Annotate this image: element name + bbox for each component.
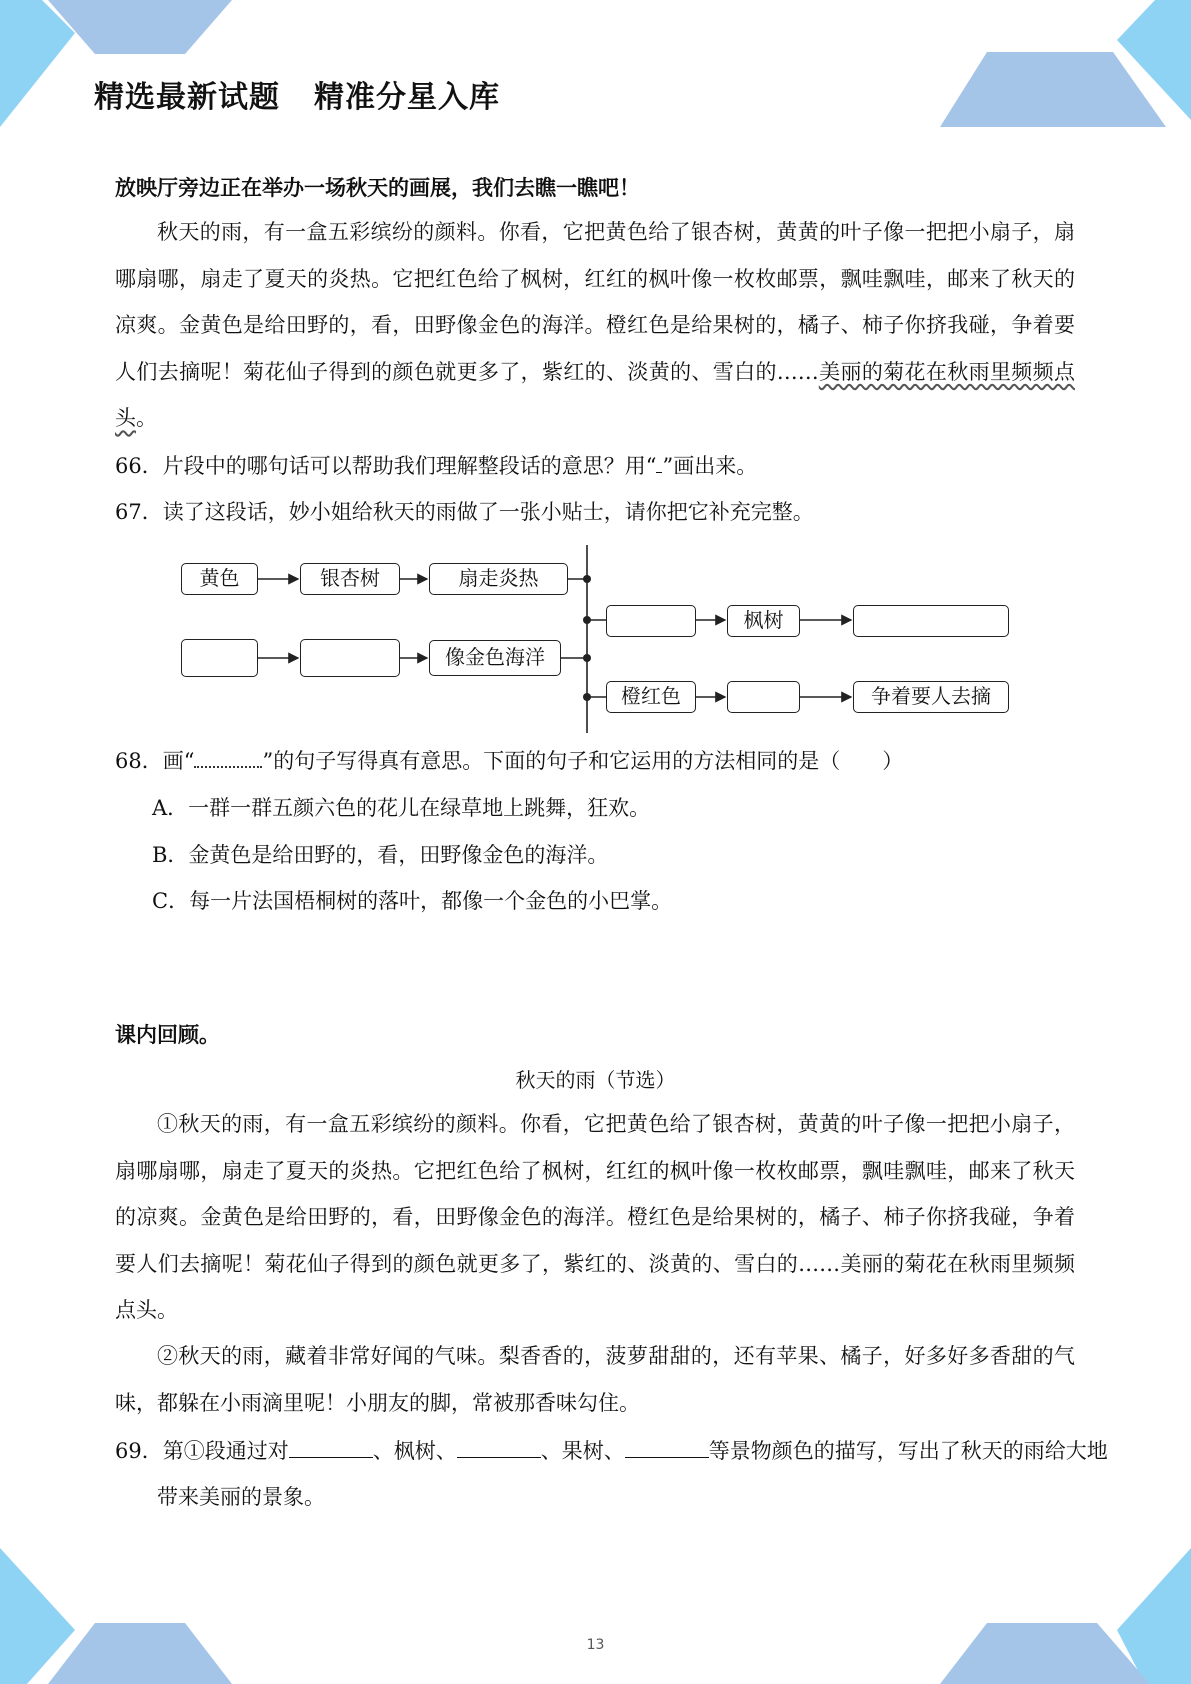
wavy-underlined-sentence: 美丽的菊花在秋雨里频频点头 [115, 359, 1075, 430]
top-right-trapezoid [940, 52, 1166, 127]
passage-title: 秋天的雨（节选） [515, 1068, 676, 1092]
diagram-box-ginkgo: 银杏树 [300, 563, 400, 595]
header-title [94, 72, 500, 116]
q69-blank-3[interactable] [625, 1433, 709, 1458]
question-69 [115, 1428, 1122, 1520]
question-67: 67．读了这段话，妙小姐给秋天的雨做了一张小贴士，请你把它补充完整。 [115, 500, 814, 524]
wavy-line-mark-icon [194, 746, 262, 768]
diagram-box-orange-red: 橙红色 [606, 681, 696, 713]
diagram-box-maple: 枫树 [727, 605, 800, 637]
diagram-blank-field[interactable] [300, 639, 400, 677]
diagram-box-yellow: 黄色 [181, 563, 258, 595]
diagram-box-picking: 争着要人去摘 [853, 681, 1009, 713]
question-66 [115, 443, 1080, 489]
top-left-trapezoid [48, 0, 232, 54]
diagram-box-drive-heat: 扇走炎热 [429, 563, 568, 595]
question-68 [115, 738, 1080, 784]
passage-end: 。 [136, 406, 157, 430]
section2-paragraph-2: ②秋天的雨，藏着非常好闻的气味。梨香香的，菠萝甜甜的，还有苹果、橘子，好多好多香甜的气味，都躲在小雨滴里呢！小朋友的脚，常被那香味勾住。 [115, 1344, 1075, 1415]
q69-blank-1[interactable] [289, 1433, 373, 1458]
diagram-blank-maple-effect[interactable] [853, 605, 1009, 637]
option-b[interactable]: B．金黄色是给田野的，看，田野像金色的海洋。 [152, 843, 609, 867]
q69-part-a: 69．第①段通过对 [115, 1439, 289, 1463]
bottom-left-trapezoid [48, 1623, 232, 1684]
section2-paragraph-1: ①秋天的雨，有一盒五彩缤纷的颜料。你看，它把黄色给了银杏树，黄黄的叶子像一把把小扇子，扇哪扇哪，扇走了夏天的炎热。它把红色给了枫树，红红的枫叶像一枚枚邮票，飘哇飘哇，邮来了秋天的凉爽。金黄色是给田野的，看，田野像金色的海洋。橙红色是给果树的，橘子、柿子你挤我碰，争着要人们去摘呢！菊花仙子得到的颜色就更多了，紫红的、淡黄的、雪白的……美丽的菊花在秋雨里频频点头。 [115, 1112, 1075, 1322]
page-number: 13 [586, 1637, 605, 1653]
q66-suffix: ”画出来。 [662, 454, 758, 478]
q69-part-d: 等景物颜色的描写，写出了秋天的雨给大地带来美丽的景象。 [157, 1439, 1108, 1509]
q66-prefix: 66．片段中的哪句话可以帮助我们理解整段话的意思？用“ [115, 454, 657, 478]
option-c[interactable]: C．每一片法国梧桐树的落叶，都像一个金色的小巴掌。 [152, 889, 673, 913]
q68-suffix: ”的句子写得真有意思。下面的句子和它运用的方法相同的是（ ） [262, 749, 904, 773]
section1-passage [115, 209, 1075, 442]
diagram-blank-color[interactable] [606, 605, 696, 637]
diagram-blank-golden[interactable] [181, 639, 258, 677]
q69-part-b: 、枫树、 [372, 1439, 457, 1463]
section1-heading: 放映厅旁边正在举办一场秋天的画展，我们去瞧一瞧吧！ [115, 176, 640, 200]
q69-part-c: 、果树、 [540, 1439, 625, 1463]
top-left-corner-triangle [0, 0, 75, 127]
passage-text: 秋天的雨，有一盒五彩缤纷的颜料。你看，它把黄色给了银杏树，黄黄的叶子像一把把小扇子，扇哪扇哪，扇走了夏天的炎热。它把红色给了枫树，红红的枫叶像一枚枚邮票，飘哇飘哇，邮来了秋天的凉爽。金黄色是给田野的，看，田野像金色的海洋。橙红色是给果树的，橘子、柿子你挤我碰，争着要人们去摘呢！菊花仙子得到的颜色就更多了，紫红的、淡黄的、雪白的…… [115, 220, 1075, 384]
diagram-box-golden-sea: 像金色海洋 [429, 640, 561, 676]
header-title-left: 精选最新试题 [94, 80, 280, 115]
header-title-right: 精准分星入库 [314, 80, 500, 115]
q69-blank-2[interactable] [457, 1433, 541, 1458]
q68-prefix: 68．画“ [115, 749, 195, 773]
section2-heading: 课内回顾。 [115, 1023, 220, 1047]
option-a[interactable]: A．一群一群五颜六色的花儿在绿草地上跳舞，狂欢。 [152, 796, 651, 820]
diagram-blank-fruit-tree[interactable] [727, 681, 800, 713]
